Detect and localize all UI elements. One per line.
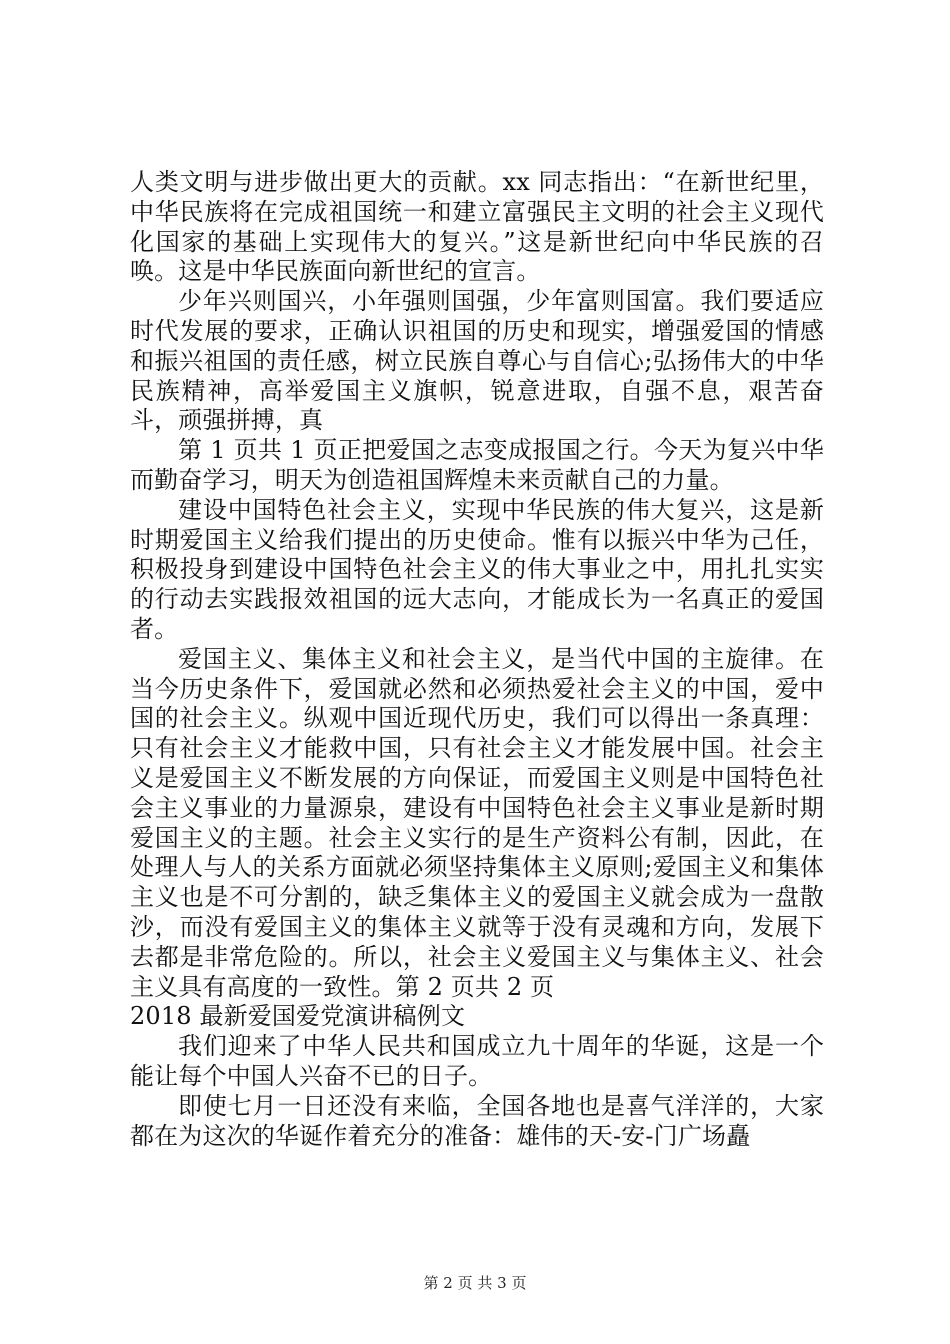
page-number-footer: 第 2 页 共 3 页 [423,1274,527,1292]
document-body [130,168,824,1151]
paragraph-continuation: 人类文明与进步做出更大的贡献。xx 同志指出：“在新世纪里，中华民族将在完成祖国统一和建立富强民主文明的社会主义现代化国家的基础上实现伟大的复兴。”这是新世纪向中华民族的召唤。这是中华民族面向新世纪的宣言。 [130,168,824,286]
section-title: 2018 最新爱国爱党演讲稿例文 [130,1002,466,1031]
paragraph: 少年兴则国兴，小年强则国强，少年富则国富。我们要适应时代发展的要求，正确认识祖国的历史和现实，增强爱国的情感和振兴祖国的责任感，树立民族自尊心与自信心;弘扬伟大的中华民族精神，高举爱国主义旗帜，锐意进取，自强不息，艰苦奋斗，顽强拼搏，真 [130,287,824,435]
paragraph: 建设中国特色社会主义，实现中华民族的伟大复兴，这是新时期爱国主义给我们提出的历史使命。惟有以振兴中华为己任，积极投身到建设中国特色社会主义的伟大事业之中，用扎扎实实的行动去实践报效祖国的远大志向，才能成长为一名真正的爱国者。 [130,495,824,643]
paragraph: 即使七月一日还没有来临，全国各地也是喜气洋洋的，大家都在为这次的华诞作着充分的准备：雄伟的天-安-门广场矗 [130,1091,824,1150]
paragraph: 爱国主义、集体主义和社会主义，是当代中国的主旋律。在当今历史条件下，爱国就必然和必须热爱社会主义的中国，爱中国的社会主义。纵观中国近现代历史，我们可以得出一条真理：只有社会主义才能救中国，只有社会主义才能发展中国。社会主义是爱国主义不断发展的方向保证，而爱国主义则是中国特色社会主义事业的力量源泉，建设有中国特色社会主义事业是新时期爱国主义的主题。社会主义实行的是生产资料公有制，因此，在处理人与人的关系方面就必须坚持集体主义原则;爱国主义和集体主义也是不可分割的，缺乏集体主义的爱国主义就会成为一盘散沙，而没有爱国主义的集体主义就等于没有灵魂和方向，发展下去都是非常危险的。所以，社会主义爱国主义与集体主义、社会主义具有高度的一致性。第 2 页共 2 页 [130,644,824,1001]
paragraph: 我们迎来了中华人民共和国成立九十周年的华诞，这是一个能让每个中国人兴奋不已的日子。 [130,1032,824,1090]
paragraph: 第 1 页共 1 页正把爱国之志变成报国之行。今天为复兴中华而勤奋学习，明天为创造祖国辉煌未来贡献自己的力量。 [130,436,824,494]
